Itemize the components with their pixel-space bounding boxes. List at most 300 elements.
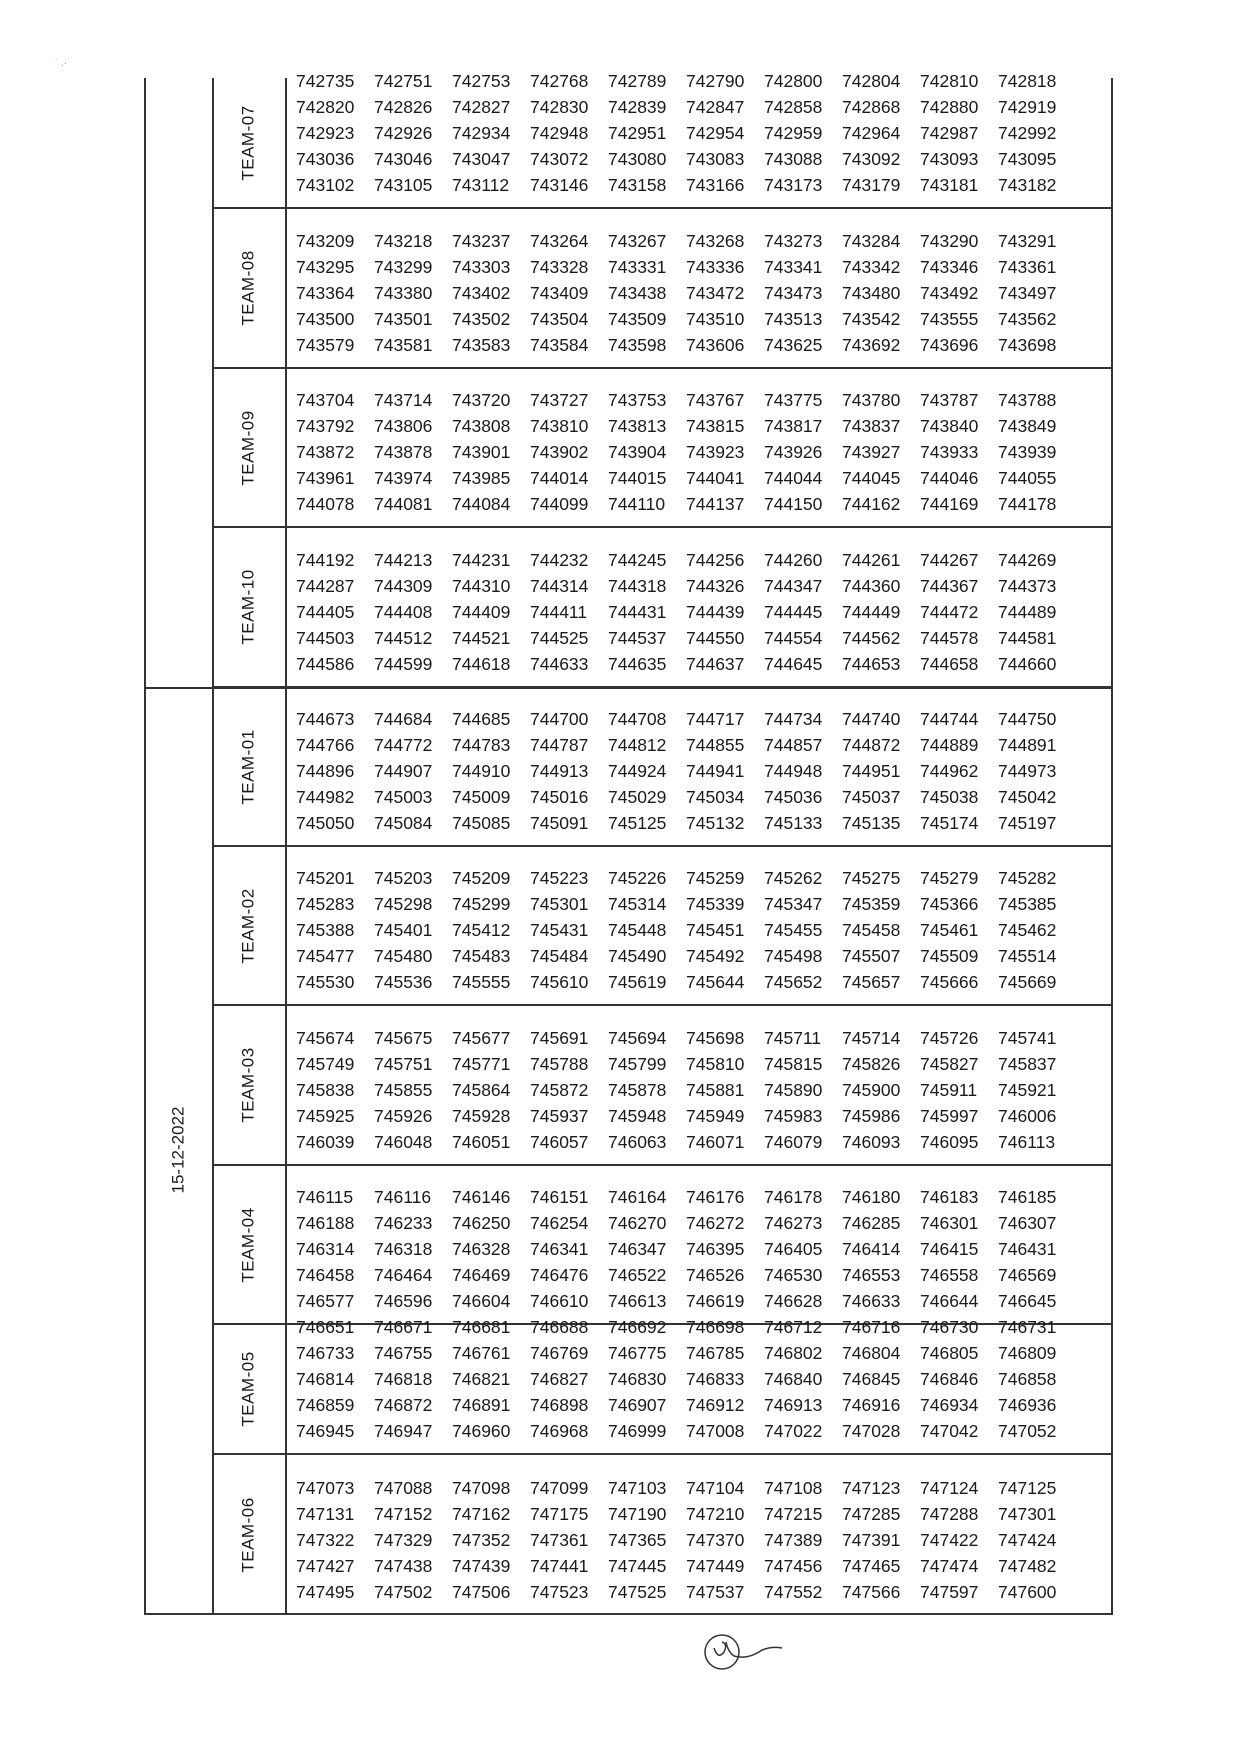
roll-number: 747162 — [452, 1503, 511, 1524]
roll-number: 745691 — [530, 1027, 589, 1048]
roll-number: 746057 — [530, 1131, 589, 1152]
roll-number: 745458 — [842, 919, 901, 940]
roll-number: 744192 — [296, 549, 355, 570]
team-label: TEAM-04 — [238, 1206, 258, 1283]
roll-number: 746476 — [530, 1264, 589, 1285]
roll-number: 745810 — [686, 1053, 745, 1074]
number-row — [296, 917, 1113, 943]
roll-number: 745259 — [686, 867, 745, 888]
roll-number: 747365 — [608, 1529, 667, 1550]
number-row — [296, 1501, 1113, 1527]
roll-number: 745677 — [452, 1027, 511, 1048]
roll-number: 743513 — [764, 308, 823, 329]
roll-number: 744512 — [374, 627, 433, 648]
roll-number: 744261 — [842, 549, 901, 570]
roll-number: 742959 — [764, 122, 823, 143]
roll-number: 743753 — [608, 389, 667, 410]
roll-number: 743502 — [452, 308, 511, 329]
roll-number: 744045 — [842, 467, 901, 488]
roll-number: 744015 — [608, 467, 667, 488]
roll-number: 743112 — [452, 174, 510, 195]
roll-number: 743500 — [296, 308, 355, 329]
roll-number: 743092 — [842, 148, 901, 169]
roll-number: 746802 — [764, 1342, 823, 1363]
roll-number: 743036 — [296, 148, 355, 169]
roll-number: 744812 — [608, 734, 667, 755]
roll-number: 745937 — [530, 1105, 589, 1126]
number-row — [296, 1236, 1113, 1262]
roll-numbers — [296, 1184, 1113, 1314]
team-cell — [212, 846, 285, 1005]
roll-number: 744734 — [764, 708, 823, 729]
roll-number: 743692 — [842, 334, 901, 355]
roll-number: 743303 — [452, 256, 511, 277]
team-block — [212, 687, 1113, 846]
roll-number: 743093 — [920, 148, 979, 169]
roll-number: 743181 — [920, 174, 979, 195]
roll-number: 744431 — [608, 601, 667, 622]
number-row — [296, 784, 1113, 810]
roll-number: 744044 — [764, 467, 823, 488]
roll-number: 743704 — [296, 389, 355, 410]
roll-number: 743767 — [686, 389, 745, 410]
roll-number: 743072 — [530, 148, 589, 169]
roll-number: 745911 — [920, 1079, 978, 1100]
roll-number: 744245 — [608, 549, 667, 570]
roll-number: 744951 — [842, 760, 901, 781]
roll-number: 745301 — [530, 893, 589, 914]
roll-number: 746805 — [920, 1342, 979, 1363]
roll-number: 746804 — [842, 1342, 901, 1363]
roll-number: 747456 — [764, 1555, 823, 1576]
roll-number: 743158 — [608, 174, 667, 195]
roll-number: 746809 — [998, 1342, 1057, 1363]
roll-number: 744449 — [842, 601, 901, 622]
roll-number: 743961 — [296, 467, 355, 488]
roll-number: 743815 — [686, 415, 745, 436]
roll-number: 743509 — [608, 308, 667, 329]
team-block — [212, 368, 1113, 527]
roll-number: 746285 — [842, 1212, 901, 1233]
roll-number: 746272 — [686, 1212, 745, 1233]
roll-number: 745555 — [452, 971, 511, 992]
roll-number: 745339 — [686, 893, 745, 914]
roll-number: 747329 — [374, 1529, 433, 1550]
roll-number: 744581 — [998, 627, 1057, 648]
team-block — [212, 1165, 1113, 1324]
roll-number: 745037 — [842, 786, 901, 807]
team-cell — [212, 78, 285, 208]
roll-number: 745948 — [608, 1105, 667, 1126]
roll-number: 747502 — [374, 1581, 433, 1602]
roll-numbers — [296, 228, 1113, 358]
roll-number: 745881 — [686, 1079, 745, 1100]
number-row — [296, 651, 1113, 677]
number-row — [296, 865, 1113, 891]
roll-number: 747104 — [686, 1477, 745, 1498]
roll-number: 743813 — [608, 415, 667, 436]
roll-number: 746619 — [686, 1290, 745, 1311]
roll-number: 742826 — [374, 96, 433, 117]
roll-number: 747288 — [920, 1503, 979, 1524]
roll-number: 745209 — [452, 867, 511, 888]
roll-number: 746845 — [842, 1368, 901, 1389]
number-row — [296, 1025, 1113, 1051]
roll-number: 747108 — [764, 1477, 823, 1498]
roll-number: 743146 — [530, 174, 589, 195]
number-row — [296, 1418, 1113, 1444]
roll-number: 743438 — [608, 282, 667, 303]
roll-number: 745788 — [530, 1053, 589, 1074]
roll-number: 745530 — [296, 971, 355, 992]
roll-number: 746596 — [374, 1290, 433, 1311]
number-row — [296, 1103, 1113, 1129]
team-cell — [212, 368, 285, 527]
number-row — [296, 254, 1113, 280]
number-row — [296, 413, 1113, 439]
roll-number: 747052 — [998, 1420, 1057, 1441]
roll-number: 747099 — [530, 1477, 589, 1498]
roll-number: 742790 — [686, 70, 745, 91]
roll-number: 742789 — [608, 70, 667, 91]
roll-number: 745282 — [998, 867, 1057, 888]
roll-number: 745029 — [608, 786, 667, 807]
roll-number: 746840 — [764, 1368, 823, 1389]
roll-number: 746651 — [296, 1316, 355, 1337]
roll-number: 744717 — [686, 708, 745, 729]
roll-number: 744872 — [842, 734, 901, 755]
roll-number: 744055 — [998, 467, 1057, 488]
team-block — [212, 1316, 1113, 1454]
roll-number: 747028 — [842, 1420, 901, 1441]
roll-number: 742751 — [374, 70, 433, 91]
roll-number: 743792 — [296, 415, 355, 436]
roll-number: 743473 — [764, 282, 823, 303]
roll-number: 743341 — [764, 256, 823, 277]
roll-number: 743696 — [920, 334, 979, 355]
roll-number: 745997 — [920, 1105, 979, 1126]
roll-number: 747175 — [530, 1503, 589, 1524]
roll-number: 743295 — [296, 256, 355, 277]
roll-number: 747495 — [296, 1581, 355, 1602]
roll-number: 745751 — [374, 1053, 433, 1074]
roll-number: 743047 — [452, 148, 511, 169]
roll-number: 742926 — [374, 122, 433, 143]
roll-number: 746733 — [296, 1342, 355, 1363]
roll-number: 744653 — [842, 653, 901, 674]
roll-number: 746833 — [686, 1368, 745, 1389]
roll-number: 745042 — [998, 786, 1057, 807]
roll-number: 745864 — [452, 1079, 511, 1100]
roll-numbers — [296, 1025, 1113, 1155]
roll-number: 746698 — [686, 1316, 745, 1337]
team-label: TEAM-08 — [238, 250, 258, 326]
roll-number: 745872 — [530, 1079, 589, 1100]
roll-number: 743840 — [920, 415, 979, 436]
roll-number: 747523 — [530, 1581, 589, 1602]
roll-number: 745125 — [608, 812, 667, 833]
roll-number: 744472 — [920, 601, 979, 622]
roll-number: 745091 — [530, 812, 589, 833]
roll-number: 745084 — [374, 812, 433, 833]
roll-number: 745514 — [998, 945, 1057, 966]
roll-number: 743364 — [296, 282, 355, 303]
number-row — [296, 94, 1113, 120]
roll-number: 746755 — [374, 1342, 433, 1363]
roll-number: 745038 — [920, 786, 979, 807]
roll-number: 743817 — [764, 415, 823, 436]
roll-number: 747566 — [842, 1581, 901, 1602]
roll-number: 743579 — [296, 334, 355, 355]
roll-number: 746872 — [374, 1394, 433, 1415]
roll-number: 745477 — [296, 945, 355, 966]
roll-number: 747445 — [608, 1555, 667, 1576]
roll-number: 744586 — [296, 653, 355, 674]
roll-number: 746233 — [374, 1212, 433, 1233]
roll-number: 746613 — [608, 1290, 667, 1311]
roll-number: 746113 — [998, 1131, 1056, 1152]
roll-number: 747506 — [452, 1581, 511, 1602]
number-row — [296, 120, 1113, 146]
roll-number: 746913 — [764, 1394, 823, 1415]
roll-number: 744408 — [374, 601, 433, 622]
roll-number: 745490 — [608, 945, 667, 966]
number-row — [296, 228, 1113, 254]
roll-number: 744269 — [998, 549, 1057, 570]
roll-number: 744889 — [920, 734, 979, 755]
number-row — [296, 547, 1113, 573]
roll-number: 743046 — [374, 148, 433, 169]
roll-number: 743346 — [920, 256, 979, 277]
roll-number: 746712 — [764, 1316, 823, 1337]
number-row — [296, 1527, 1113, 1553]
roll-number: 745669 — [998, 971, 1057, 992]
roll-number: 746185 — [998, 1186, 1057, 1207]
roll-number: 746146 — [452, 1186, 511, 1207]
roll-number: 743974 — [374, 467, 433, 488]
roll-number: 745498 — [764, 945, 823, 966]
roll-number: 744913 — [530, 760, 589, 781]
team-block — [212, 1005, 1113, 1165]
roll-number: 744503 — [296, 627, 355, 648]
roll-number: 744169 — [920, 493, 979, 514]
roll-number: 744405 — [296, 601, 355, 622]
roll-number: 744550 — [686, 627, 745, 648]
roll-number: 743497 — [998, 282, 1057, 303]
roll-number: 744554 — [764, 627, 823, 648]
roll-number: 745132 — [686, 812, 745, 833]
roll-numbers — [296, 68, 1113, 198]
roll-number: 745279 — [920, 867, 979, 888]
roll-number: 746469 — [452, 1264, 511, 1285]
number-row — [296, 387, 1113, 413]
roll-number: 745050 — [296, 812, 355, 833]
roll-number: 744537 — [608, 627, 667, 648]
roll-number: 744633 — [530, 653, 589, 674]
roll-number: 742934 — [452, 122, 511, 143]
roll-number: 745878 — [608, 1079, 667, 1100]
roll-number: 744367 — [920, 575, 979, 596]
roll-number: 746934 — [920, 1394, 979, 1415]
roll-number: 746628 — [764, 1290, 823, 1311]
roll-number: 744309 — [374, 575, 433, 596]
team-cell — [212, 1324, 285, 1454]
number-row — [296, 1262, 1113, 1288]
roll-number: 745644 — [686, 971, 745, 992]
roll-number: 745921 — [998, 1079, 1057, 1100]
roll-number: 746907 — [608, 1394, 667, 1415]
roll-number: 744287 — [296, 575, 355, 596]
roll-number: 746858 — [998, 1368, 1057, 1389]
roll-number: 743837 — [842, 415, 901, 436]
roll-number: 746071 — [686, 1131, 745, 1152]
number-row — [296, 306, 1113, 332]
roll-number: 743584 — [530, 334, 589, 355]
team-cell — [212, 208, 285, 368]
roll-number: 745666 — [920, 971, 979, 992]
roll-number: 746688 — [530, 1316, 589, 1337]
roll-number: 742820 — [296, 96, 355, 117]
team-label: TEAM-09 — [238, 409, 258, 486]
roll-number: 746827 — [530, 1368, 589, 1389]
roll-number: 742839 — [608, 96, 667, 117]
roll-number: 746273 — [764, 1212, 823, 1233]
roll-number: 744948 — [764, 760, 823, 781]
roll-number: 743510 — [686, 308, 745, 329]
roll-number: 746891 — [452, 1394, 511, 1415]
roll-number: 746644 — [920, 1290, 979, 1311]
roll-number: 744267 — [920, 549, 979, 570]
roll-number: 747131 — [296, 1503, 355, 1524]
roll-number: 744562 — [842, 627, 901, 648]
roll-number: 747285 — [842, 1503, 901, 1524]
roll-number: 745749 — [296, 1053, 355, 1074]
roll-number: 747098 — [452, 1477, 511, 1498]
roll-number: 745347 — [764, 893, 823, 914]
roll-number: 743583 — [452, 334, 511, 355]
roll-number: 745298 — [374, 893, 433, 914]
roll-number: 744618 — [452, 653, 511, 674]
roll-number: 745003 — [374, 786, 433, 807]
row-divider — [212, 1004, 1113, 1006]
roll-number: 746912 — [686, 1394, 745, 1415]
roll-number: 747439 — [452, 1555, 511, 1576]
roll-number: 744744 — [920, 708, 979, 729]
roll-number: 743504 — [530, 308, 589, 329]
roll-number: 743095 — [998, 148, 1057, 169]
roll-number: 746151 — [530, 1186, 589, 1207]
roll-number: 744599 — [374, 653, 433, 674]
roll-number: 744150 — [764, 493, 823, 514]
roll-number: 746063 — [608, 1131, 667, 1152]
team-cell — [212, 527, 285, 687]
roll-number: 745855 — [374, 1079, 433, 1100]
roll-number: 745837 — [998, 1053, 1057, 1074]
roll-number: 747008 — [686, 1420, 745, 1441]
roll-number: 744110 — [608, 493, 666, 514]
roll-number: 743808 — [452, 415, 511, 436]
roll-numbers — [296, 1314, 1113, 1444]
roll-number: 745694 — [608, 1027, 667, 1048]
roll-number: 743926 — [764, 441, 823, 462]
roll-number: 746051 — [452, 1131, 511, 1152]
roll-number: 745034 — [686, 786, 745, 807]
row-divider — [212, 686, 1113, 688]
roll-number: 743933 — [920, 441, 979, 462]
roll-number: 743380 — [374, 282, 433, 303]
number-row — [296, 1288, 1113, 1314]
roll-number: 746116 — [374, 1186, 432, 1207]
roll-number: 746604 — [452, 1290, 511, 1311]
roll-number: 747103 — [608, 1477, 667, 1498]
roll-number: 746079 — [764, 1131, 823, 1152]
roll-number: 745983 — [764, 1105, 823, 1126]
roll-number: 743542 — [842, 308, 901, 329]
roll-number: 746859 — [296, 1394, 355, 1415]
roll-number: 743555 — [920, 308, 979, 329]
roll-number: 745815 — [764, 1053, 823, 1074]
roll-number: 745480 — [374, 945, 433, 966]
roll-number: 743331 — [608, 256, 667, 277]
roll-number: 743787 — [920, 389, 979, 410]
number-row — [296, 1184, 1113, 1210]
roll-number: 744783 — [452, 734, 511, 755]
roll-number: 744081 — [374, 493, 433, 514]
row-divider — [212, 207, 1113, 209]
roll-number: 742753 — [452, 70, 511, 91]
roll-number: 746569 — [998, 1264, 1057, 1285]
roll-number: 745826 — [842, 1053, 901, 1074]
roll-number: 746730 — [920, 1316, 979, 1337]
roll-number: 745610 — [530, 971, 589, 992]
roll-number: 743173 — [764, 174, 823, 195]
roll-number: 747073 — [296, 1477, 355, 1498]
roll-number: 745009 — [452, 786, 511, 807]
roll-number: 743901 — [452, 441, 511, 462]
roll-number: 747465 — [842, 1555, 901, 1576]
number-row — [296, 943, 1113, 969]
roll-number: 743480 — [842, 282, 901, 303]
roll-number: 742827 — [452, 96, 511, 117]
number-row — [296, 280, 1113, 306]
roll-number: 745657 — [842, 971, 901, 992]
roll-numbers — [296, 387, 1113, 517]
roll-number: 747022 — [764, 1420, 823, 1441]
row-divider — [212, 845, 1113, 847]
roll-number: 743927 — [842, 441, 901, 462]
roll-number: 746821 — [452, 1368, 511, 1389]
roll-number: 746761 — [452, 1342, 511, 1363]
roll-numbers — [296, 547, 1113, 677]
roll-number: 746006 — [998, 1105, 1057, 1126]
roll-number: 744941 — [686, 760, 745, 781]
roll-number: 746250 — [452, 1212, 511, 1233]
scan-mark: ˙ .· — [55, 58, 68, 69]
roll-number: 745275 — [842, 867, 901, 888]
roll-number: 743872 — [296, 441, 355, 462]
team-cell — [212, 1165, 285, 1324]
roll-number: 742964 — [842, 122, 901, 143]
team-block — [212, 208, 1113, 368]
roll-number: 743562 — [998, 308, 1057, 329]
roll-number: 744041 — [686, 467, 745, 488]
roll-number: 745726 — [920, 1027, 979, 1048]
roll-number: 744578 — [920, 627, 979, 648]
row-divider — [212, 367, 1113, 369]
roll-number: 746328 — [452, 1238, 511, 1259]
roll-number: 745201 — [296, 867, 355, 888]
roll-number: 743714 — [374, 389, 433, 410]
